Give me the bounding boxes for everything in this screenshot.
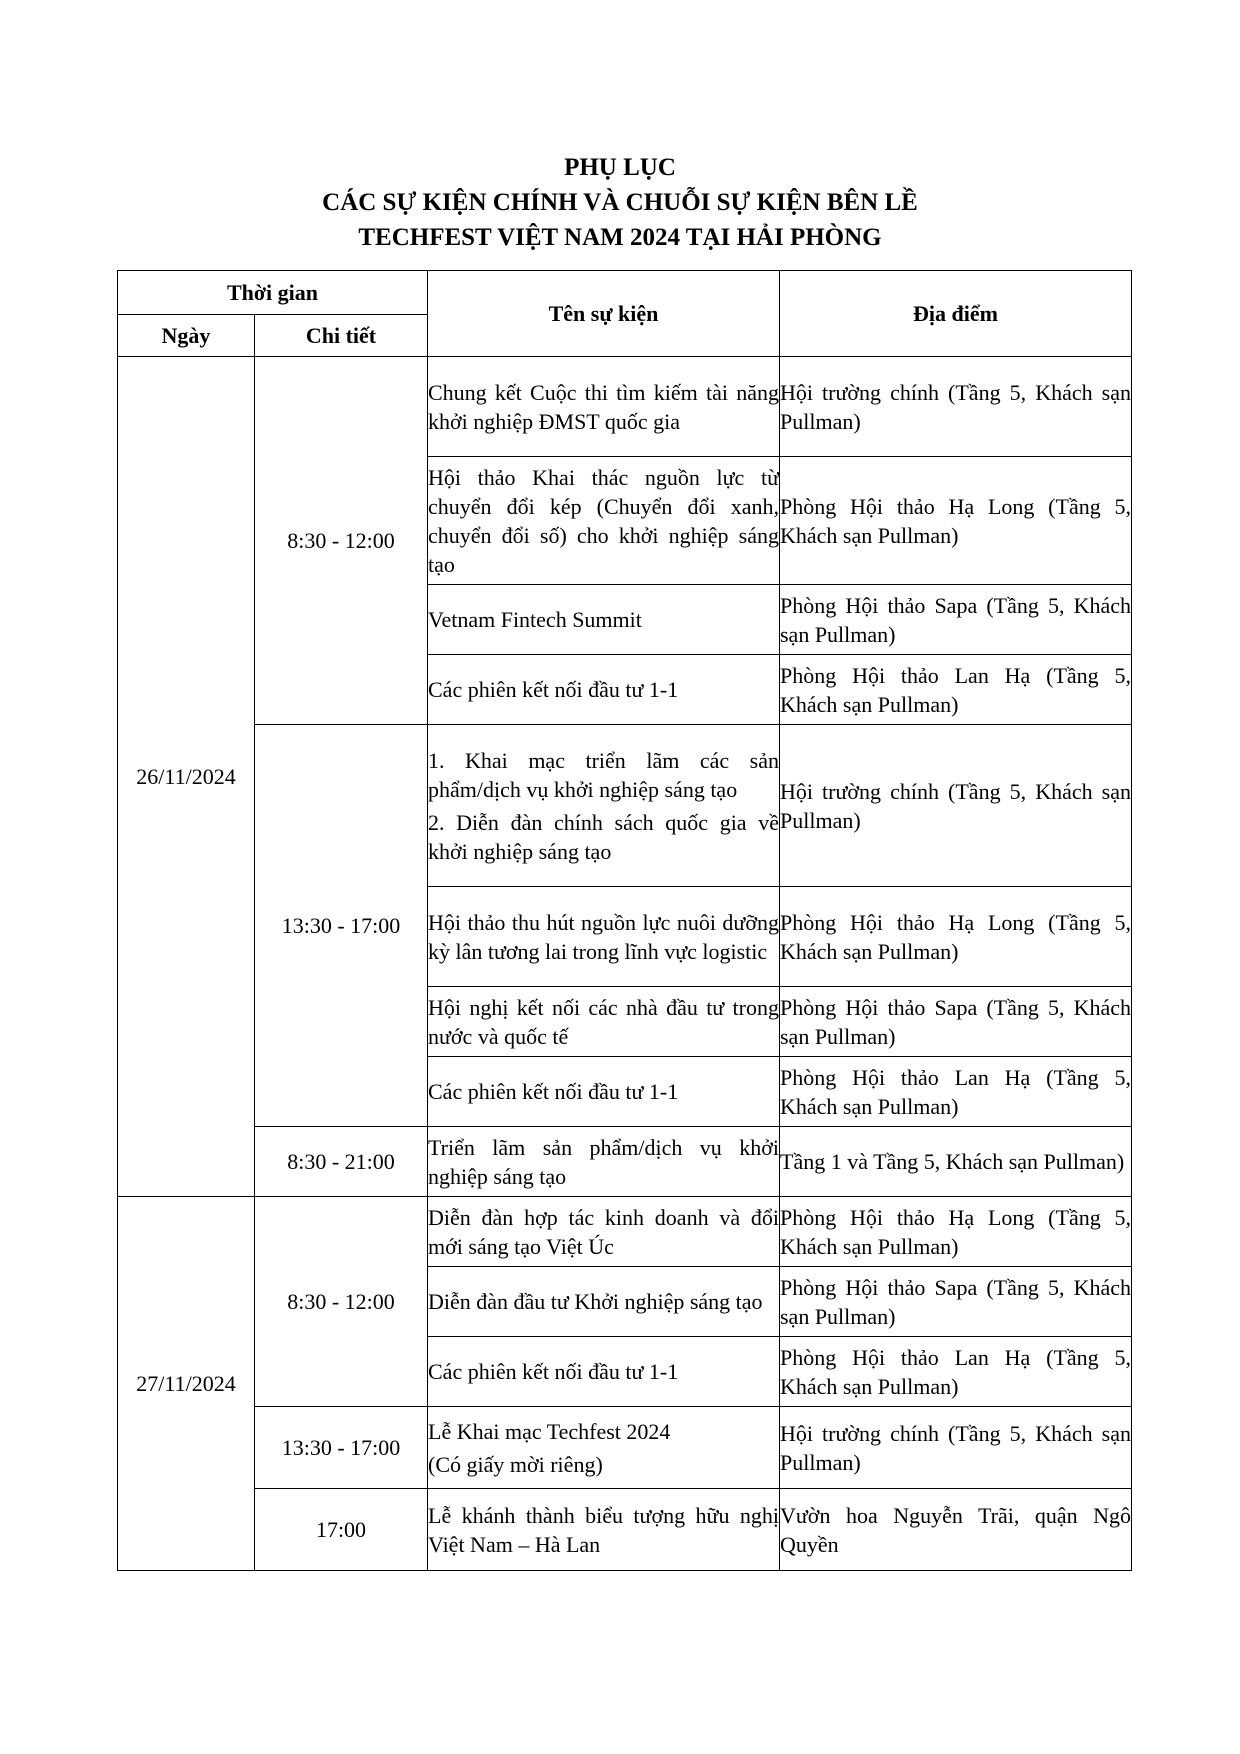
table-row bbox=[118, 1489, 1132, 1571]
event-name-text: 1. Khai mạc triển lãm các sản phẩm/dịch vụ khởi nghiệp sáng tạo bbox=[428, 747, 779, 802]
table-row bbox=[118, 1407, 1132, 1489]
event-name-cell bbox=[428, 1337, 780, 1407]
location-cell: Phòng Hội thảo Hạ Long (Tầng 5, Khách sạn Pullman) bbox=[780, 1197, 1132, 1267]
event-name-cell bbox=[428, 887, 780, 987]
event-name-text: Hội thảo thu hút nguồn lực nuôi dưỡng kỳ lân tương lai trong lĩnh vực logistic bbox=[428, 909, 779, 964]
table-row bbox=[118, 725, 1132, 887]
event-name-cell bbox=[428, 1127, 780, 1197]
event-name-cell bbox=[428, 1489, 780, 1571]
event-name-text: Các phiên kết nối đầu tư 1-1 bbox=[428, 1079, 679, 1104]
date-cell: 26/11/2024 bbox=[118, 357, 255, 1197]
time-cell: 13:30 - 17:00 bbox=[255, 1407, 428, 1489]
event-name-cell bbox=[428, 1197, 780, 1267]
table-row bbox=[118, 357, 1132, 457]
event-name-text: Các phiên kết nối đầu tư 1-1 bbox=[428, 1359, 679, 1384]
location-cell: Tầng 1 và Tầng 5, Khách sạn Pullman) bbox=[780, 1127, 1132, 1197]
location-cell: Phòng Hội thảo Hạ Long (Tầng 5, Khách sạn Pullman) bbox=[780, 457, 1132, 585]
time-cell: 8:30 - 21:00 bbox=[255, 1127, 428, 1197]
title-line-3: TECHFEST VIỆT NAM 2024 TẠI HẢI PHÒNG bbox=[358, 224, 882, 251]
table-row bbox=[118, 1197, 1132, 1267]
location-cell: Phòng Hội thảo Lan Hạ (Tầng 5, Khách sạn Pullman) bbox=[780, 1337, 1132, 1407]
header-date: Ngày bbox=[118, 315, 255, 357]
date-cell: 27/11/2024 bbox=[118, 1197, 255, 1571]
event-name-cell bbox=[428, 585, 780, 655]
time-cell: 8:30 - 12:00 bbox=[255, 1197, 428, 1407]
location-cell: Hội trường chính (Tầng 5, Khách sạn Pullman) bbox=[780, 1407, 1132, 1489]
table-row bbox=[118, 1127, 1132, 1197]
event-name-cell bbox=[428, 987, 780, 1057]
location-cell: Phòng Hội thảo Sapa (Tầng 5, Khách sạn Pullman) bbox=[780, 585, 1132, 655]
event-name-text: Vetnam Fintech Summit bbox=[428, 607, 642, 632]
event-name-cell bbox=[428, 725, 780, 887]
time-cell: 17:00 bbox=[255, 1489, 428, 1571]
location-cell: Phòng Hội thảo Hạ Long (Tầng 5, Khách sạn Pullman) bbox=[780, 887, 1132, 987]
event-name-text: (Có giấy mời riêng) bbox=[428, 1451, 603, 1477]
event-name-text: Chung kết Cuộc thi tìm kiếm tài năng khởi nghiệp ĐMST quốc gia bbox=[428, 379, 779, 434]
time-cell: 13:30 - 17:00 bbox=[255, 725, 428, 1127]
location-cell: Hội trường chính (Tầng 5, Khách sạn Pullman) bbox=[780, 725, 1132, 887]
title-line-1: PHỤ LỤC bbox=[564, 154, 676, 181]
event-name-text: 2. Diễn đàn chính sách quốc gia về khởi nghiệp sáng tạo bbox=[428, 809, 779, 864]
location-cell: Phòng Hội thảo Sapa (Tầng 5, Khách sạn Pullman) bbox=[780, 987, 1132, 1057]
header-detail: Chi tiết bbox=[255, 315, 428, 357]
event-name-cell bbox=[428, 1407, 780, 1489]
location-cell: Phòng Hội thảo Lan Hạ (Tầng 5, Khách sạn Pullman) bbox=[780, 655, 1132, 725]
event-name-text: Các phiên kết nối đầu tư 1-1 bbox=[428, 677, 679, 702]
schedule-table bbox=[117, 270, 1132, 1571]
event-name-cell bbox=[428, 655, 780, 725]
event-name-text: Lễ Khai mạc Techfest 2024 bbox=[428, 1418, 671, 1444]
event-name-cell bbox=[428, 1057, 780, 1127]
document-title bbox=[0, 150, 1240, 255]
schedule-body bbox=[118, 357, 1132, 1571]
event-name-cell bbox=[428, 457, 780, 585]
header-location: Địa điểm bbox=[780, 271, 1132, 357]
event-name-cell bbox=[428, 1267, 780, 1337]
event-name-text: Triển lãm sản phẩm/dịch vụ khởi nghiệp sáng tạo bbox=[428, 1134, 779, 1189]
event-name-text: Lễ khánh thành biểu tượng hữu nghị Việt Nam – Hà Lan bbox=[428, 1502, 779, 1557]
header-event: Tên sự kiện bbox=[428, 271, 780, 357]
location-cell: Phòng Hội thảo Lan Hạ (Tầng 5, Khách sạn Pullman) bbox=[780, 1057, 1132, 1127]
event-name-text: Hội nghị kết nối các nhà đầu tư trong nước và quốc tế bbox=[428, 994, 779, 1049]
location-cell: Hội trường chính (Tầng 5, Khách sạn Pullman) bbox=[780, 357, 1132, 457]
title-line-2: CÁC SỰ KIỆN CHÍNH VÀ CHUỖI SỰ KIỆN BÊN LỀ bbox=[322, 189, 918, 216]
location-cell: Vườn hoa Nguyễn Trãi, quận Ngô Quyền bbox=[780, 1489, 1132, 1571]
event-name-text: Diễn đàn đầu tư Khởi nghiệp sáng tạo bbox=[428, 1289, 763, 1314]
event-name-text: Hội thảo Khai thác nguồn lực từ chuyển đổi kép (Chuyển đổi xanh, chuyển đổi số) cho khởi nghiệp sáng tạo bbox=[428, 464, 779, 577]
location-cell: Phòng Hội thảo Sapa (Tầng 5, Khách sạn Pullman) bbox=[780, 1267, 1132, 1337]
header-time: Thời gian bbox=[118, 271, 428, 315]
event-name-cell bbox=[428, 357, 780, 457]
event-name-text: Diễn đàn hợp tác kinh doanh và đổi mới sáng tạo Việt Úc bbox=[428, 1204, 779, 1259]
time-cell: 8:30 - 12:00 bbox=[255, 357, 428, 725]
